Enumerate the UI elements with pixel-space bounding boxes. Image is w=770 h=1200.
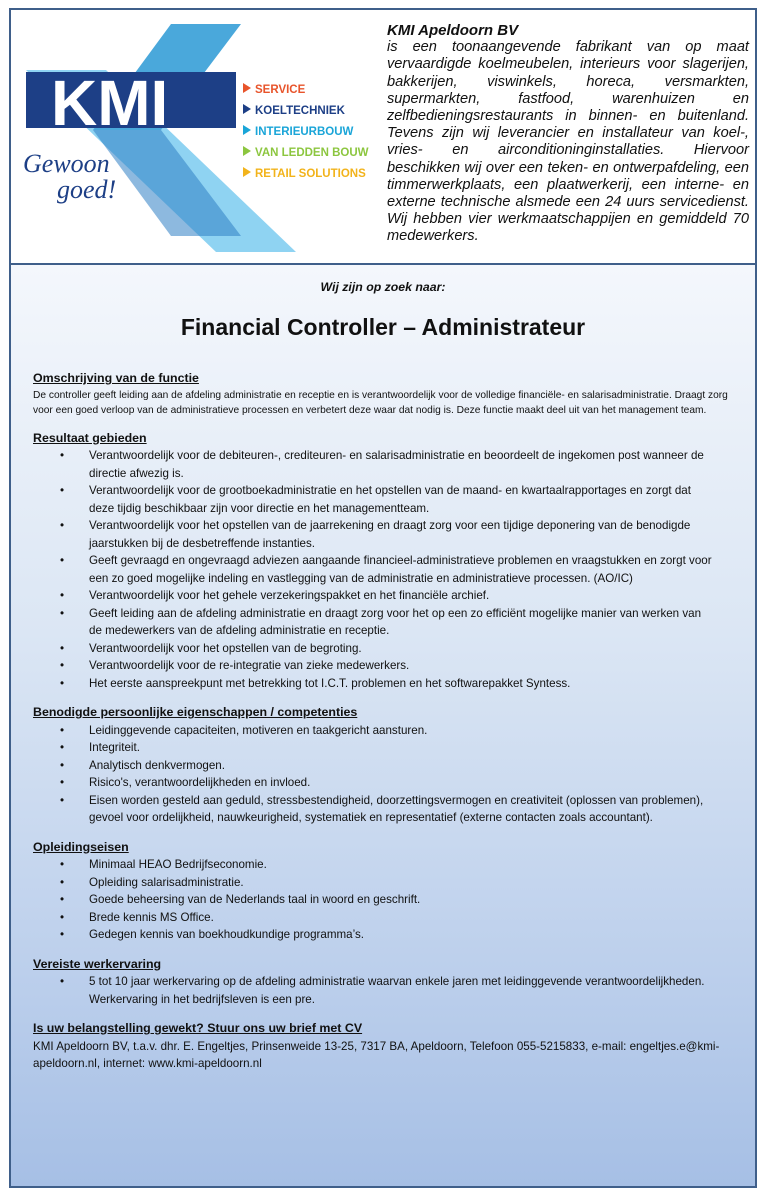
arrow-icon xyxy=(243,167,251,177)
bullet-icon: • xyxy=(60,519,65,532)
contact-text: KMI Apeldoorn BV, t.a.v. dhr. E. Engeltjes, Prinsenweide 13-25, 7317 BA, Apeldoorn, Telefoon 055-5215833, e-mail: engeltjes.e@kmi-apeldoorn.nl, internet: www.kmi-apeldoorn.nl xyxy=(33,1039,720,1070)
section-heading: Opleidingseisen xyxy=(33,839,129,854)
list-item: • Het eerste aanspreekpunt met betrekking tot I.C.T. problemen en het softwarepakket Syntess. xyxy=(33,675,733,693)
section-heading: Omschrijving van de functie xyxy=(33,371,199,385)
education-list xyxy=(33,856,733,944)
list-item: • Gedegen kennis van boekhoudkundige programma’s. xyxy=(33,926,733,944)
section-heading: Vereiste werkervaring xyxy=(33,956,162,971)
list-item: • Verantwoordelijk voor het opstellen van de jaarrekening en draagt zorg voor een tijdige deponering van de benodigde jaarstukken bij de desbetreffende instanties. xyxy=(60,519,691,550)
bullet-icon: • xyxy=(60,893,65,906)
company-intro xyxy=(387,22,749,246)
list-item: • Goede beheersing van de Nederlands taal in woord en geschrift. xyxy=(33,891,733,909)
list-item: • Geeft leiding aan de afdeling administratie en draagt zorg voor het op een zo efficiënt mogelijke manier van werken van de medewerkers van de afdeling administratie en receptie. xyxy=(60,606,702,637)
vacancy-content xyxy=(11,265,755,1186)
bullet-icon: • xyxy=(60,641,65,655)
header xyxy=(11,10,755,265)
bullet-icon: • xyxy=(60,793,65,807)
bullet-icon: • xyxy=(60,910,65,924)
bullet-icon: • xyxy=(60,723,65,737)
logo-slogan-line1: Gewoon xyxy=(23,149,110,178)
bullet-icon: • xyxy=(60,606,65,620)
division-koeltechniek: KOELTECHNIEK xyxy=(255,105,345,117)
list-item: • Verantwoordelijk voor de debiteuren-, crediteuren- en salarisadministratie en beoordeelt de ingekomen post wanneer de directie afwezig is. xyxy=(60,449,704,480)
section-experience xyxy=(33,956,733,1009)
list-item: • Eisen worden gesteld aan geduld, stressbestendigheid, doorzettingsvermogen en creativiteit (oplossen van problemen), gevoel voor ordelijkheid, nauwkeurigheid, systematiek en representatief (externe contacten zoals accountant). xyxy=(60,793,704,824)
looking-for-label: Wij zijn op zoek naar: xyxy=(320,280,446,294)
section-description xyxy=(33,370,733,418)
competencies-list xyxy=(33,722,733,827)
list-item: • Brede kennis MS Office. xyxy=(33,909,733,927)
section-competencies xyxy=(33,704,733,827)
company-name: KMI Apeldoorn BV xyxy=(387,22,519,39)
job-title: Financial Controller – Administrateur xyxy=(180,313,586,340)
list-item: • Opleiding salarisadministratie. xyxy=(33,874,733,892)
list-item: • Verantwoordelijk voor het opstellen van de begroting. xyxy=(33,640,733,658)
section-heading: Is uw belangstelling gewekt? Stuur ons uw brief met CV xyxy=(33,1021,363,1035)
bullet-icon: • xyxy=(60,659,65,672)
bullet-icon: • xyxy=(60,758,65,772)
section-heading: Resultaat gebieden xyxy=(33,430,147,445)
vacancy-sheet xyxy=(9,8,757,1188)
section-heading: Benodigde persoonlijke eigenschappen / competenties xyxy=(33,705,358,719)
list-item: • Verantwoordelijk voor de grootboekadministratie en het opstellen van de maand- en kwartaalrapportages en zorgt dat deze tijdig beschikbaar zijn voor directie en het managementteam. xyxy=(60,484,691,515)
bullet-icon: • xyxy=(60,741,65,754)
list-item: • Verantwoordelijk voor de re-integratie van zieke medewerkers. xyxy=(33,657,733,675)
list-item: • 5 tot 10 jaar werkervaring op de afdeling administratie waarvan enkele jaren met leidinggevende verantwoordelijkheden. Werkervaring in het bedrijfsleven is een pre. xyxy=(60,975,705,1006)
bullet-icon: • xyxy=(60,554,65,567)
arrow-icon xyxy=(243,83,251,93)
kmi-logo xyxy=(11,10,383,260)
list-item: • Analytisch denkvermogen. xyxy=(33,757,733,775)
arrow-icon xyxy=(243,104,251,114)
division-service: SERVICE xyxy=(255,84,306,96)
bullet-icon: • xyxy=(60,484,65,497)
bullet-icon: • xyxy=(60,928,65,941)
bullet-icon: • xyxy=(60,449,65,462)
division-retail-solutions: RETAIL SOLUTIONS xyxy=(255,168,366,180)
description-text: De controller geeft leiding aan de afdeling administratie en receptie en is verantwoordelijk voor de volledige financiële- en salarisadministratie. Draagt zorg voor een goed verloop van de administratieve processen en verbetert deze waar dat nodig is. Deze functie maakt deel uit van het management team. xyxy=(33,389,728,416)
bullet-icon: • xyxy=(60,776,65,789)
logo-brand-text: KMI xyxy=(51,67,169,139)
division-interieurbouw: INTERIEURBOUW xyxy=(255,126,354,138)
section-education xyxy=(33,839,733,944)
bullet-icon: • xyxy=(60,589,65,602)
arrow-icon xyxy=(243,125,251,135)
logo-division-list xyxy=(243,83,369,180)
section-contact xyxy=(33,1020,733,1073)
bullet-icon: • xyxy=(60,676,65,690)
bullet-icon: • xyxy=(60,975,65,988)
arrow-icon xyxy=(243,146,251,156)
division-van-ledden-bouw: VAN LEDDEN BOUW xyxy=(255,147,369,159)
company-description: is een toonaangevende fabrikant van op maat vervaardigde koelmeubelen, interieurs voor slagerijen, bakkerijen, viswinkels, horeca, versmarkten, supermarkten, fastfood, warenhuizen en zelfbedieningsrestaurants in binnen- en buitenland. Tevens zijn wij leverancier en installateur van koel-, vries- en airconditioninginstallaties. Hiervoor beschikken wij over een teken- en ontwerpafdeling, een timmerwerkplaats, een plaatwerkerij, een interne- en externe technische alsmede een 24 uurs servicedienst. Wij hebben vier werkmaatschappijen en gemiddeld 70 medewerkers. xyxy=(387,39,749,245)
list-item: • Risico's, verantwoordelijkheden en invloed. xyxy=(33,774,733,792)
results-list xyxy=(33,447,733,692)
list-item: • Verantwoordelijk voor het gehele verzekeringspakket en het financiële archief. xyxy=(33,587,733,605)
list-item: • Geeft gevraagd en ongevraagd adviezen aangaande financieel-administratieve problemen en vraagstukken en zorgt voor een zo goed mogelijke indeling en vastlegging van de administratie en administratieve processen. (AO/IC) xyxy=(60,554,712,585)
logo-slogan-line2: goed! xyxy=(57,175,117,204)
list-item: • Integriteit. xyxy=(33,739,733,757)
experience-list xyxy=(33,973,733,1008)
list-item: • Leidinggevende capaciteiten, motiveren en taakgericht aansturen. xyxy=(33,722,733,740)
bullet-icon: • xyxy=(60,858,65,871)
section-results xyxy=(33,430,733,693)
list-item: • Minimaal HEAO Bedrijfseconomie. xyxy=(33,856,733,874)
bullet-icon: • xyxy=(60,875,65,889)
